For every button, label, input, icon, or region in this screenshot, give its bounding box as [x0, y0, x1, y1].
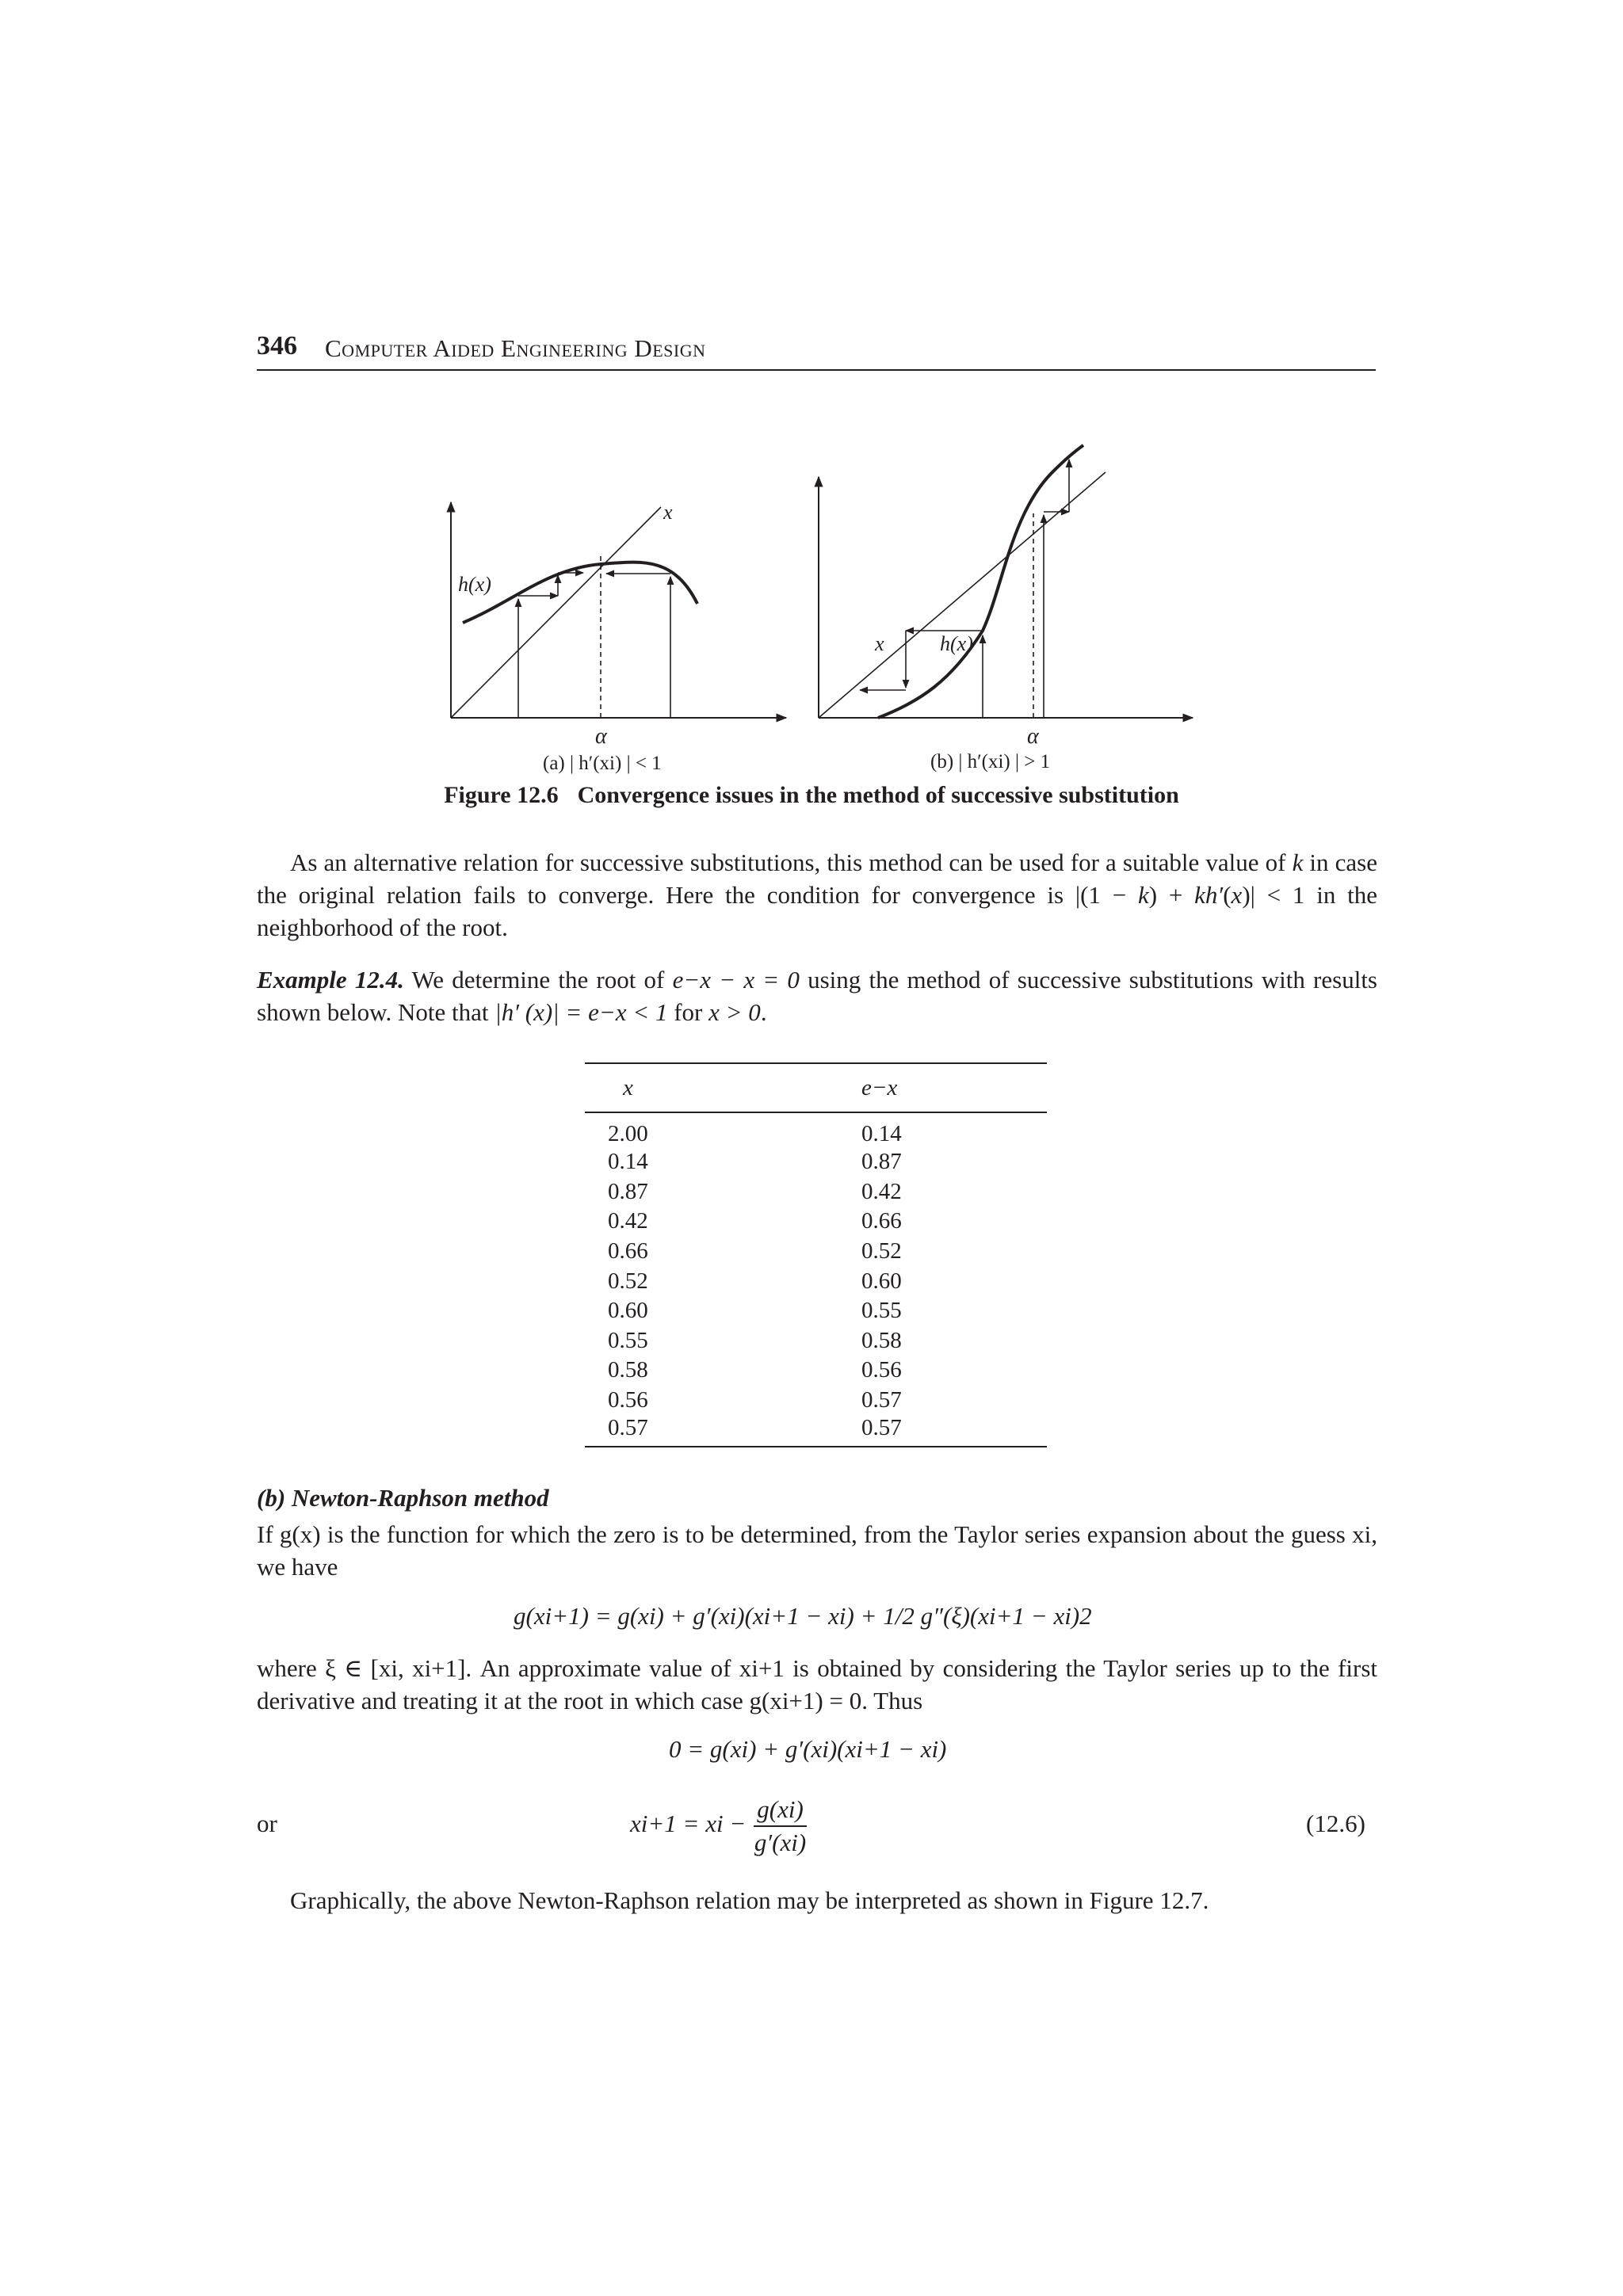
panel-b-line-y-equals-x — [819, 472, 1106, 718]
table-row — [585, 1112, 1047, 1147]
page-number: 346 — [257, 331, 297, 360]
panel-b-label-x: x — [875, 632, 884, 655]
panel-a-label-x: x — [663, 501, 673, 524]
cell-exp: 0.87 — [861, 1149, 902, 1175]
figure-caption-text: Convergence issues in the method of successive substitution — [577, 782, 1179, 808]
figure-12-6 — [428, 388, 1220, 784]
cell-x: 2.00 — [608, 1121, 648, 1146]
panel-a-label-hx: h(x) — [458, 573, 491, 596]
panel-b-iteration-arrows — [860, 460, 1069, 718]
example-label: Example 12.4. — [257, 966, 404, 994]
equation-number: (12.6) — [1306, 1810, 1365, 1837]
equation-newton-raphson — [630, 1795, 807, 1857]
panel-a — [451, 502, 786, 718]
panel-a-label-alpha: α — [595, 724, 607, 749]
panel-a-iteration-arrows — [518, 573, 670, 718]
cell-exp: 0.60 — [861, 1268, 902, 1294]
cell-x: 0.52 — [608, 1268, 648, 1294]
cell-exp: 0.57 — [861, 1415, 902, 1441]
table-row — [585, 1207, 1047, 1237]
panel-a-curve-h — [463, 563, 697, 623]
table-row — [585, 1266, 1047, 1296]
equation-taylor: g(xi+1) = g(xi) + g′(xi)(xi+1 − xi) + 1/2 g″(ξ)(xi+1 − xi)2 — [514, 1602, 1092, 1630]
table-header-x: x — [623, 1074, 633, 1100]
or-label: or — [257, 1810, 277, 1837]
eq3-denominator: g′(xi) — [754, 1829, 807, 1856]
panel-b-label-alpha: α — [1027, 724, 1039, 749]
panel-a-caption: (a) | h′(xi) | < 1 — [543, 753, 662, 774]
panel-b-caption: (b) | h′(xi) | > 1 — [930, 751, 1051, 772]
figure-caption — [0, 782, 1623, 809]
table-row — [585, 1356, 1047, 1386]
cell-x: 0.56 — [608, 1387, 648, 1413]
equation-linear: 0 = g(xi) + g′(xi)(xi+1 − xi) — [669, 1735, 947, 1763]
table-header-exp: e−x — [861, 1074, 898, 1100]
cell-x: 0.55 — [608, 1327, 648, 1353]
iteration-table — [585, 1062, 1047, 1447]
cell-x: 0.87 — [608, 1178, 648, 1204]
panel-b-curve-h — [878, 445, 1083, 718]
running-title: Computer Aided Engineering Design — [325, 334, 706, 362]
cell-exp: 0.66 — [861, 1208, 902, 1234]
paragraph-graphical: Graphically, the above Newton-Raphson relation may be interpreted as shown in Figure 12.7. — [290, 1886, 1209, 1914]
panel-b-label-hx: h(x) — [940, 632, 973, 655]
cell-x: 0.66 — [608, 1238, 648, 1264]
cell-exp: 0.56 — [861, 1357, 902, 1383]
table-row — [585, 1147, 1047, 1177]
cell-x: 0.60 — [608, 1298, 648, 1324]
panel-b — [819, 445, 1193, 718]
table-row — [585, 1415, 1047, 1447]
eq3-lhs: xi+1 = xi − — [630, 1810, 747, 1838]
figure-caption-number: Figure 12.6 — [444, 782, 559, 808]
cell-exp: 0.57 — [861, 1387, 902, 1413]
paragraph-example-12-4: Example 12.4. We determine the root of e−x − x = 0 using the method of successive substitutions with results shown below. Note that |h′ (x)| = e−x < 1 for x > 0. — [257, 966, 1377, 1026]
cell-x: 0.42 — [608, 1208, 648, 1234]
eq3-numerator: g(xi) — [754, 1795, 807, 1827]
cell-exp: 0.55 — [861, 1298, 902, 1324]
cell-exp: 0.14 — [861, 1121, 902, 1146]
paragraph-approximation: where ξ ∈ [xi, xi+1]. An approximate value of xi+1 is obtained by considering the Taylor series up to the first derivative and treating it at the root in which case g(xi+1) = 0. Thus — [257, 1654, 1377, 1714]
section-heading: (b) Newton-Raphson method — [257, 1484, 549, 1512]
cell-exp: 0.52 — [861, 1238, 902, 1264]
cell-exp: 0.58 — [861, 1327, 902, 1353]
table-row — [585, 1177, 1047, 1207]
table-row — [585, 1237, 1047, 1267]
table-row — [585, 1326, 1047, 1356]
table-header-row — [585, 1063, 1047, 1112]
paragraph-alternative-relation: As an alternative relation for successive substitutions, this method can be used for a suitable value of k in case the original relation fails to converge. Here the condition for convergence is |(1 − k) + kh′(x)| < 1 in the neighborhood of the root. — [257, 849, 1377, 941]
paragraph-taylor-intro: If g(x) is the function for which the zero is to be determined, from the Taylor series expansion about the guess xi, we have — [257, 1520, 1377, 1581]
cell-x: 0.58 — [608, 1357, 648, 1383]
cell-x: 0.57 — [608, 1415, 648, 1441]
cell-x: 0.14 — [608, 1149, 648, 1175]
table-row — [585, 1386, 1047, 1416]
table-row — [585, 1296, 1047, 1326]
running-header — [257, 331, 1376, 371]
eq3-fraction — [754, 1795, 807, 1857]
cell-exp: 0.42 — [861, 1178, 902, 1204]
